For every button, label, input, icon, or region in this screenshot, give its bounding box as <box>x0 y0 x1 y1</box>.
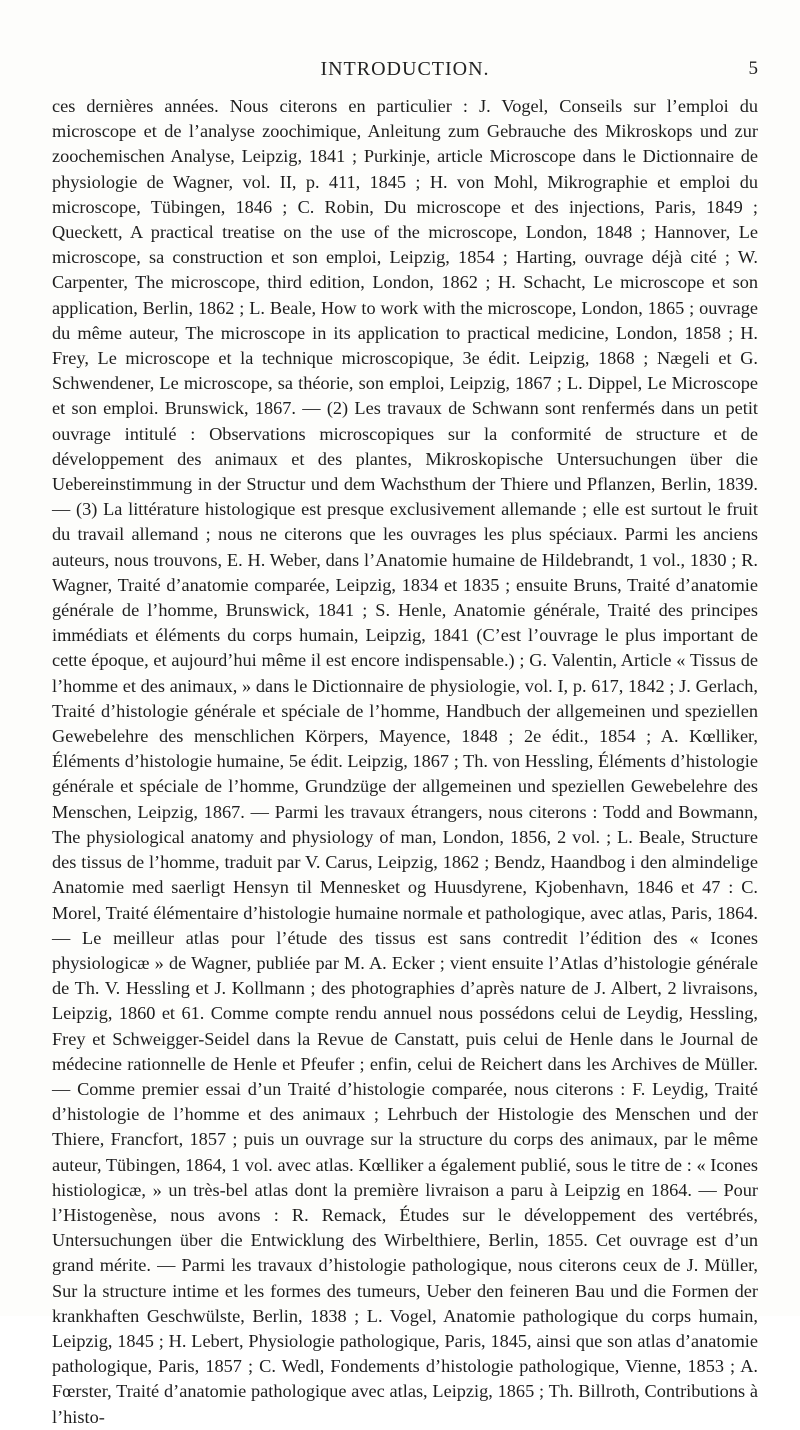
running-title: INTRODUCTION. <box>320 58 490 80</box>
page-number: 5 <box>748 58 758 79</box>
body-paragraph: ces dernières années. Nous citerons en particulier : J. Vogel, Conseils sur l’emploi du microscope et de l’analyse zoochimique, Anleitung zum Gebrauche des Mikroskops und zur zoochemischen Analyse, Leipzig, 1841 ; Purkinje, article Microscope dans le Dictionnaire de physiologie de Wagner, vol. II, p. 411, 1845 ; H. von Mohl, Mikrographie et emploi du microscope, Tübingen, 1846 ; C. Robin, Du microscope et des injections, Paris, 1849 ; Queckett, A practical treatise on the use of the microscope, London, 1848 ; Hannover, Le microscope, sa construction et son emploi, Leipzig, 1854 ; Harting, ouvrage déjà cité ; W. Carpenter, The microscope, third edition, London, 1862 ; H. Schacht, Le microscope et son application, Berlin, 1862 ; L. Beale, How to work with the microscope, London, 1865 ; ouvrage du même auteur, The microscope in its application to practical medicine, London, 1858 ; H. Frey, Le microscope et la technique microscopique, 3e édit. Leipzig, 1868 ; Nægeli et G. Schwendener, Le microscope, sa théorie, son emploi, Leipzig, 1867 ; L. Dippel, Le Microscope et son emploi. Brunswick, 1867. — (2) Les travaux de Schwann sont renfermés dans un petit ouvrage intitulé : Observations microscopiques sur la conformité de structure et de développement des animaux et des plantes, Mikroskopische Untersuchungen über die Uebereinstimmung in der Structur und dem Wachsthum der Thiere und Pflanzen, Berlin, 1839. — (3) La littérature histologique est presque exclusivement allemande ; elle est surtout le fruit du travail allemand ; nous ne citerons que les ouvrages les plus spéciaux. Parmi les anciens auteurs, nous trouvons, E. H. Weber, dans l’Anatomie humaine de Hildebrandt, 1 vol., 1830 ; R. Wagner, Traité d’anatomie comparée, Leipzig, 1834 et 1835 ; ensuite Bruns, Traité d’anatomie générale de l’homme, Brunswick, 1841 ; S. Henle, Anatomie générale, Traité des principes immédiats et éléments du corps humain, Leipzig, 1841 (C’est l’ouvrage le plus important de cette époque, et aujourd’hui même il est encore indispensable.) ; G. Valentin, Article « Tissus de l’homme et des animaux, » dans le Dictionnaire de physiologie, vol. I, p. 617, 1842 ; J. Gerlach, Traité d’histologie générale et spéciale de l’homme, Handbuch der allgemeinen und speziellen Gewebelehre des menschlichen Körpers, Mayence, 1848 ; 2e édit., 1854 ; A. Kœlliker, Éléments d’histologie humaine, 5e édit. Leipzig, 1867 ; Th. von Hessling, Éléments d’histologie générale et spéciale de l’homme, Grundzüge der allgemeinen und speziellen Gewebelehre des Menschen, Leipzig, 1867. — Parmi les travaux étrangers, nous citerons : Todd and Bowmann, The physiological anatomy and physiology of man, London, 1856, 2 vol. ; L. Beale, Structure des tissus de l’homme, traduit par V. Carus, Leipzig, 1862 ; Bendz, Haandbog i den almindelige Anatomie med saerligt Hensyn til Mennesket og Huusdyrene, Kjobenhavn, 1846 et 47 : C. Morel, Traité élémentaire d’histologie humaine normale et pathologique, avec atlas, Paris, 1864. — Le meilleur atlas pour l’étude des tissus est sans contredit l’édition des « Icones physiologicæ » de Wagner, publiée par M. A. Ecker ; vient ensuite l’Atlas d’histologie générale de Th. V. Hessling et J. Kollmann ; des photographies d’après nature de J. Albert, 2 livraisons, Leipzig, 1860 et 61. Comme compte rendu annuel nous possédons celui de Leydig, Hessling, Frey et Schweigger-Seidel dans la Revue de Canstatt, puis celui de Henle dans le Journal de médecine rationnelle de Henle et Pfeufer ; enfin, celui de Reichert dans les Archives de Müller. — Comme premier essai d’un Traité d’histologie comparée, nous citerons : F. Leydig, Traité d’histologie de l’homme et des animaux ; Lehrbuch der Histologie des Menschen und der Thiere, Francfort, 1857 ; puis un ouvrage sur la structure du corps des animaux, par le même auteur, Tübingen, 1864, 1 vol. avec atlas. Kœlliker a également publié, sous le titre de : « Icones histiologicæ, » un très-bel atlas dont la première livraison a paru à Leipzig en 1864. — Pour l’Histogenèse, nous avons : R. Remack, Études sur le développement des vertébrés, Untersuchungen über die Entwicklung des Wirbelthiere, Berlin, 1855. Cet ouvrage est d’un grand mérite. — Parmi les travaux d’histologie pathologique, nous citerons ceux de J. Müller, Sur la structure intime et les formes des tumeurs, Ueber den feineren Bau und die Formen der krankhaften Geschwülste, Berlin, 1838 ; L. Vogel, Anatomie pathologique du corps humain, Leipzig, 1845 ; H. Lebert, Physiologie pathologique, Paris, 1845, ainsi que son atlas d’anatomie pathologique, Paris, 1857 ; C. Wedl, Fondements d’histologie pathologique, Vienne, 1853 ; A. Fœrster, Traité d’anatomie pathologique avec atlas, Leipzig, 1865 ; Th. Billroth, Contributions à l’histo- <box>52 96 758 1427</box>
running-header <box>52 58 758 86</box>
body-text-block <box>52 94 758 1430</box>
